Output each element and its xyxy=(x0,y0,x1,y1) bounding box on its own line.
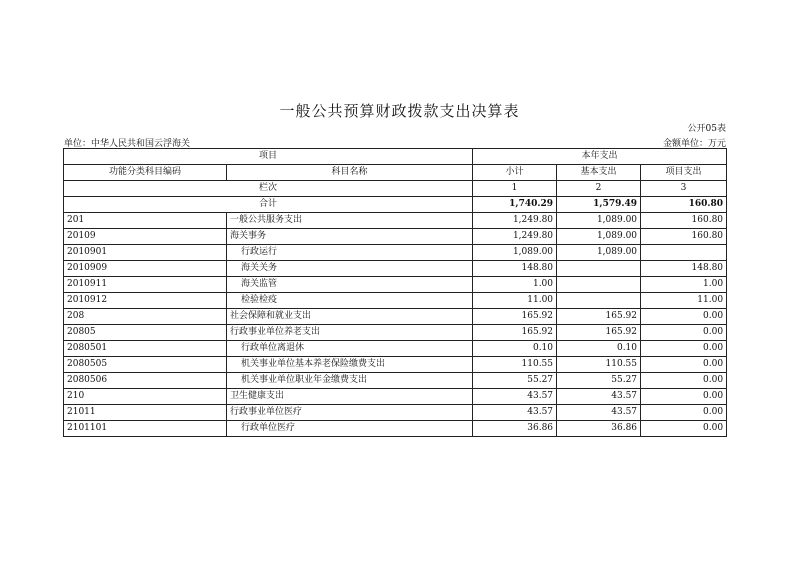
row-subtotal: 1,249.80 xyxy=(473,213,557,229)
row-subject-name: 海关事务 xyxy=(227,229,473,245)
header-project: 项目 xyxy=(64,149,473,165)
row-subject-name: 检验检疫 xyxy=(227,293,473,309)
table-row xyxy=(64,373,727,389)
row-project: 1.00 xyxy=(641,277,727,293)
row-project: 160.80 xyxy=(641,229,727,245)
expenditure-table xyxy=(63,148,727,437)
row-basic: 110.55 xyxy=(557,357,641,373)
column-index-row xyxy=(64,181,727,197)
header-row-1 xyxy=(64,149,727,165)
row-basic: 43.57 xyxy=(557,389,641,405)
total-subtotal: 1,740.29 xyxy=(473,197,557,213)
row-subject-name: 机关事业单位职业年金缴费支出 xyxy=(227,373,473,389)
table-row xyxy=(64,357,727,373)
row-subtotal: 43.57 xyxy=(473,389,557,405)
row-subtotal: 55.27 xyxy=(473,373,557,389)
row-project: 11.00 xyxy=(641,293,727,309)
row-code: 2010909 xyxy=(64,261,227,277)
row-basic xyxy=(557,261,641,277)
row-subject-name: 机关事业单位基本养老保险缴费支出 xyxy=(227,357,473,373)
row-subtotal: 110.55 xyxy=(473,357,557,373)
row-basic: 43.57 xyxy=(557,405,641,421)
row-subject-name: 行政单位离退休 xyxy=(227,341,473,357)
row-subtotal: 11.00 xyxy=(473,293,557,309)
row-subtotal: 43.57 xyxy=(473,405,557,421)
row-subject-name: 行政事业单位医疗 xyxy=(227,405,473,421)
row-code: 2080505 xyxy=(64,357,227,373)
row-code: 2010912 xyxy=(64,293,227,309)
table-row xyxy=(64,421,727,437)
row-subject-name: 一般公共服务支出 xyxy=(227,213,473,229)
table-row xyxy=(64,341,727,357)
table-row xyxy=(64,245,727,261)
row-project: 0.00 xyxy=(641,405,727,421)
amount-unit-label: 金额单位：万元 xyxy=(662,139,726,149)
report-title: 一般公共预算财政拨款支出决算表 xyxy=(279,102,520,120)
table-row xyxy=(64,309,727,325)
column-index-label: 栏次 xyxy=(64,181,473,197)
row-basic: 55.27 xyxy=(557,373,641,389)
row-subtotal: 0.10 xyxy=(473,341,557,357)
table-row xyxy=(64,277,727,293)
row-code: 2010911 xyxy=(64,277,227,293)
form-code: 公开05表 xyxy=(687,124,726,134)
column-index-2: 2 xyxy=(557,181,641,197)
row-code: 21011 xyxy=(64,405,227,421)
row-code: 2080506 xyxy=(64,373,227,389)
row-basic: 1,089.00 xyxy=(557,229,641,245)
row-subtotal: 148.80 xyxy=(473,261,557,277)
row-project: 0.00 xyxy=(641,421,727,437)
row-code: 201 xyxy=(64,213,227,229)
total-row xyxy=(64,197,727,213)
total-label: 合计 xyxy=(64,197,473,213)
table-row xyxy=(64,389,727,405)
row-basic: 165.92 xyxy=(557,309,641,325)
row-subtotal: 1.00 xyxy=(473,277,557,293)
column-index-1: 1 xyxy=(473,181,557,197)
row-subtotal: 165.92 xyxy=(473,309,557,325)
row-subtotal: 1,089.00 xyxy=(473,245,557,261)
row-project xyxy=(641,245,727,261)
row-basic: 1,089.00 xyxy=(557,245,641,261)
table-row xyxy=(64,325,727,341)
row-subtotal: 36.86 xyxy=(473,421,557,437)
row-project: 160.80 xyxy=(641,213,727,229)
row-basic: 165.92 xyxy=(557,325,641,341)
row-project: 0.00 xyxy=(641,389,727,405)
header-subtotal: 小计 xyxy=(473,165,557,181)
table-row xyxy=(64,213,727,229)
table-body xyxy=(64,149,727,437)
row-code: 208 xyxy=(64,309,227,325)
total-basic: 1,579.49 xyxy=(557,197,641,213)
header-func-code: 功能分类科目编码 xyxy=(64,165,227,181)
row-subject-name: 海关关务 xyxy=(227,261,473,277)
row-code: 210 xyxy=(64,389,227,405)
row-project: 0.00 xyxy=(641,341,727,357)
row-basic: 1,089.00 xyxy=(557,213,641,229)
row-subtotal: 165.92 xyxy=(473,325,557,341)
row-basic xyxy=(557,293,641,309)
row-basic: 0.10 xyxy=(557,341,641,357)
row-project: 0.00 xyxy=(641,357,727,373)
header-project-exp: 项目支出 xyxy=(641,165,727,181)
row-project: 0.00 xyxy=(641,325,727,341)
row-subject-name: 社会保障和就业支出 xyxy=(227,309,473,325)
row-code: 20109 xyxy=(64,229,227,245)
total-project: 160.80 xyxy=(641,197,727,213)
table-row xyxy=(64,229,727,245)
table-row xyxy=(64,405,727,421)
row-subject-name: 行政事业单位养老支出 xyxy=(227,325,473,341)
row-code: 2101101 xyxy=(64,421,227,437)
row-basic: 36.86 xyxy=(557,421,641,437)
row-subject-name: 行政运行 xyxy=(227,245,473,261)
row-subject-name: 行政单位医疗 xyxy=(227,421,473,437)
column-index-3: 3 xyxy=(641,181,727,197)
unit-label: 单位：中华人民共和国云浮海关 xyxy=(64,139,191,149)
row-subject-name: 海关监管 xyxy=(227,277,473,293)
header-row-2 xyxy=(64,165,727,181)
header-basic: 基本支出 xyxy=(557,165,641,181)
table-row xyxy=(64,261,727,277)
row-project: 0.00 xyxy=(641,309,727,325)
row-basic xyxy=(557,277,641,293)
row-code: 20805 xyxy=(64,325,227,341)
row-subject-name: 卫生健康支出 xyxy=(227,389,473,405)
row-subtotal: 1,249.80 xyxy=(473,229,557,245)
row-project: 0.00 xyxy=(641,373,727,389)
row-code: 2080501 xyxy=(64,341,227,357)
table-row xyxy=(64,293,727,309)
header-current-year: 本年支出 xyxy=(473,149,727,165)
row-project: 148.80 xyxy=(641,261,727,277)
header-subject-name: 科目名称 xyxy=(227,165,473,181)
row-code: 2010901 xyxy=(64,245,227,261)
